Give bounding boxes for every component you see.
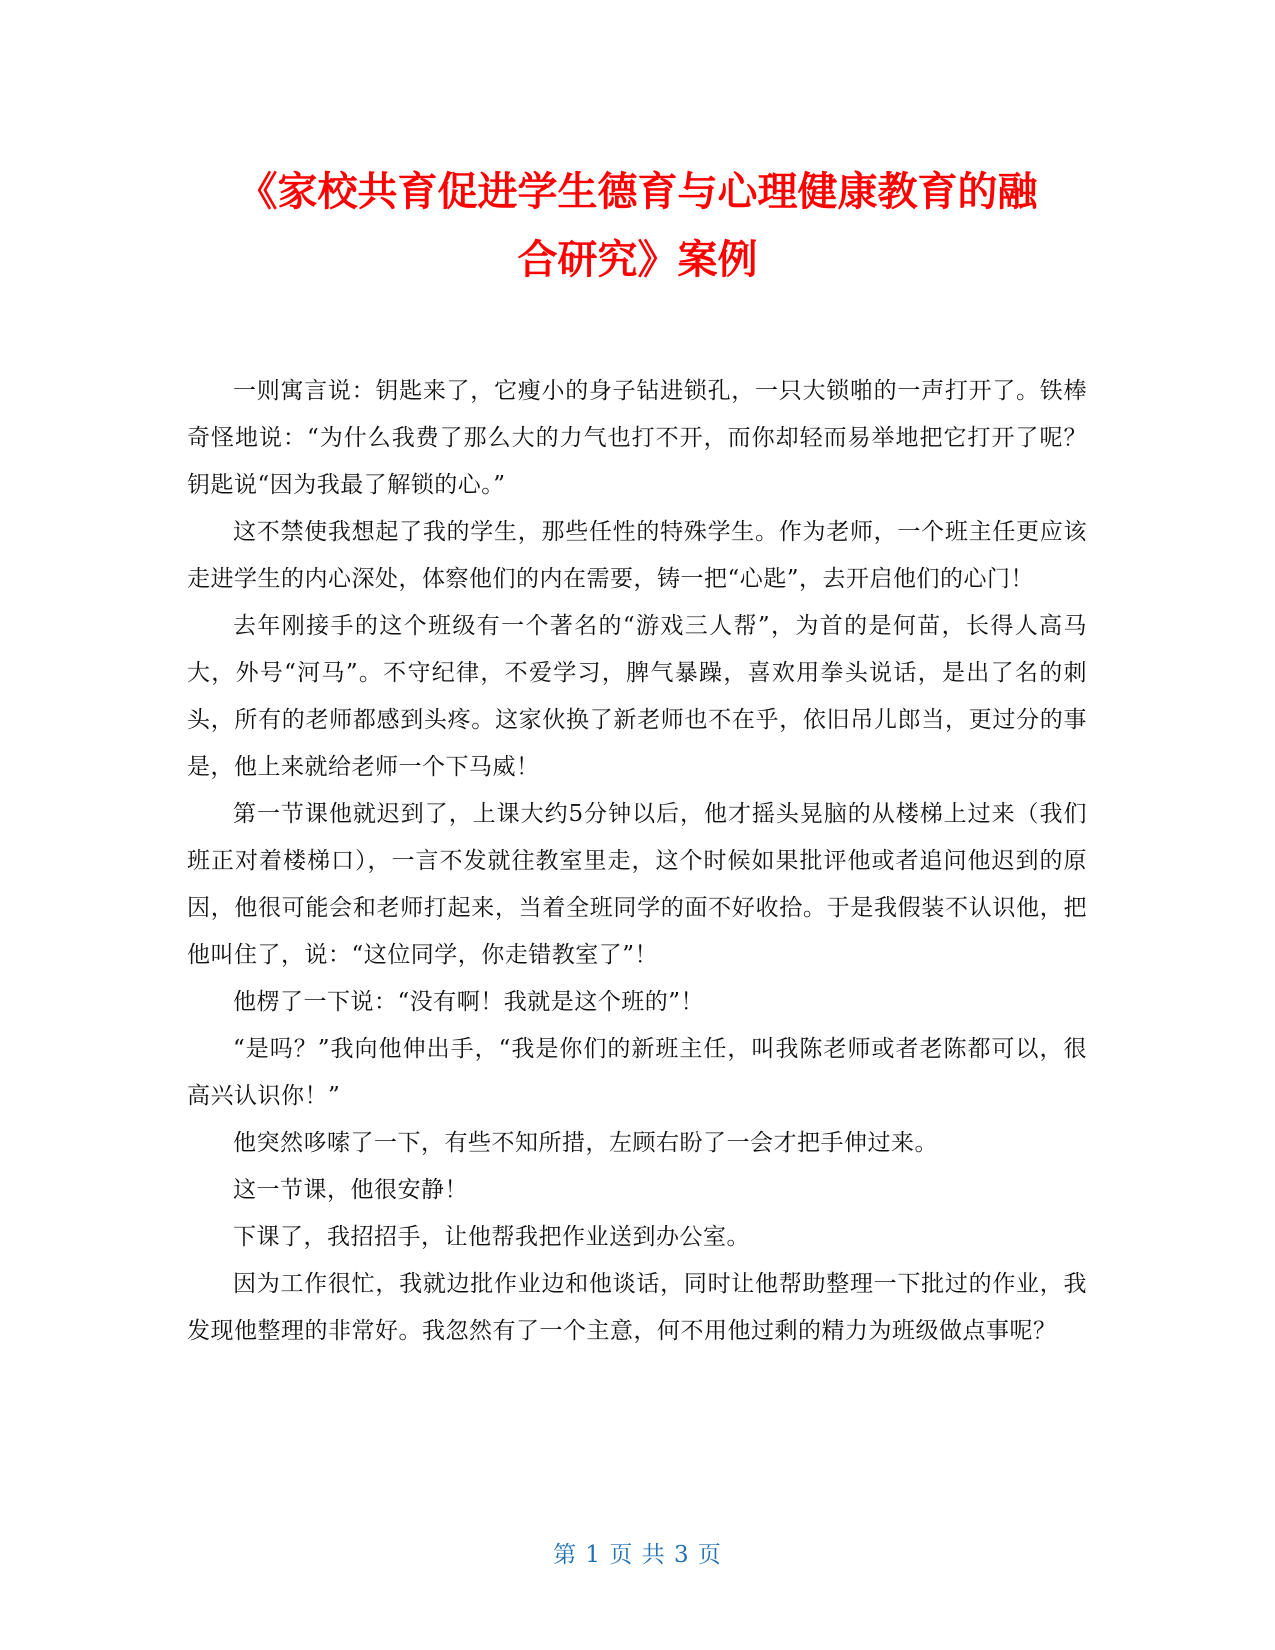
paragraph: 去年刚接手的这个班级有一个著名的“游戏三人帮”，为首的是何苗，长得人高马大，外号“河马”。不守纪律，不爱学习，脾气暴躁，喜欢用拳头说话，是出了名的刺头，所有的老师都感到头疼。这家伙换了新老师也不在乎，依旧吊儿郎当，更过分的事是，他上来就给老师一个下马威！ [187,613,1087,780]
paragraph: 因为工作很忙，我就边批作业边和他谈话，同时让他帮助整理一下批过的作业，我发现他整理的非常好。我忽然有了一个主意，何不用他过剩的精力为班级做点事呢？ [187,1271,1087,1344]
paragraph: “是吗？”我向他伸出手，“我是你们的新班主任，叫我陈老师或者老陈都可以，很高兴认识你！” [187,1036,1087,1109]
paragraph: 第一节课他就迟到了，上课大约5分钟以后，他才摇头晃脑的从楼梯上过来（我们班正对着楼梯口），一言不发就往教室里走，这个时候如果批评他或者追问他迟到的原因，他很可能会和老师打起来，当着全班同学的面不好收拾。于是我假装不认识他，把他叫住了，说：“这位同学，你走错教室了”！ [187,801,1087,968]
paragraph: 下课了，我招招手，让他帮我把作业送到办公室。 [233,1224,750,1250]
paragraph: 这一节课，他很安静！ [233,1177,468,1203]
title-line-2: 合研究》案例 [517,237,758,283]
paragraph: 这不禁使我想起了我的学生，那些任性的特殊学生。作为老师，一个班主任更应该走进学生的内心深处，体察他们的内在需要，铸一把“心匙”，去开启他们的心门！ [187,519,1087,592]
paragraph: 一则寓言说：钥匙来了，它瘦小的身子钻进锁孔，一只大锁啪的一声打开了。铁棒奇怪地说：“为什么我费了那么大的力气也打不开，而你却轻而易举地把它打开了呢？钥匙说“因为我最了解锁的心。” [187,378,1087,498]
paragraph: 他楞了一下说：“没有啊！我就是这个班的”！ [233,989,705,1015]
paragraph: 他突然哆嗦了一下，有些不知所措，左顾右盼了一会才把手伸过来。 [233,1130,938,1156]
document-title [150,158,1125,294]
page-number-footer: 第 1 页 共 3 页 [553,1542,722,1568]
document-body [187,368,1087,1355]
title-line-1: 《家校共育促进学生德育与心理健康教育的融 [237,169,1038,215]
